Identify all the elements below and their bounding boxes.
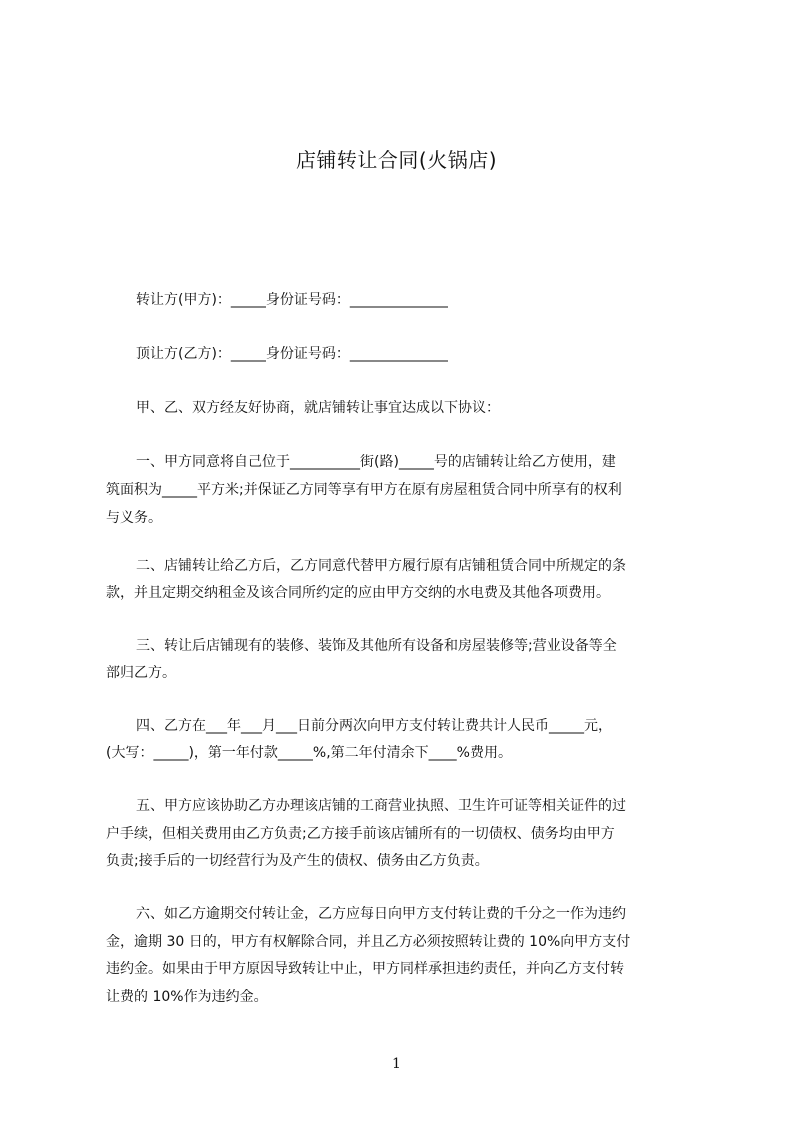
clause-3-line-1: 三、转让后店铺现有的装修、装饰及其他所有设备和房屋装修等;营业设备等全 — [136, 638, 617, 654]
clause-6-line-2: 金，逾期 30 日的，甲方有权解除合同，并且乙方必须按照转让费的 10%向甲方支付 — [106, 934, 631, 950]
clause-3-line-2: 部归乙方。 — [106, 665, 176, 681]
clause-6-line-3: 违约金。如果由于甲方原因导致转让中止，甲方同样承担违约责任，并向乙方支付转 — [106, 961, 624, 977]
intro-paragraph: 甲、乙、双方经友好协商，就店铺转让事宜达成以下协议： — [136, 400, 500, 416]
clause-2-line-2: 款，并且定期交纳租金及该合同所约定的应由甲方交纳的水电费及其他各项费用。 — [106, 585, 610, 601]
clause-5-line-3: 负责;接手后的一切经营行为及产生的债权、债务由乙方负责。 — [106, 853, 489, 869]
clause-1-line-3: 与义务。 — [106, 510, 162, 526]
clause-2-line-1: 二、店铺转让给乙方后，乙方同意代替甲方履行原有店铺租赁合同中所规定的条 — [136, 558, 626, 574]
page-number: 1 — [392, 1056, 401, 1072]
clause-5-line-2: 户手续，但相关费用由乙方负责;乙方接手前该店铺所有的一切债权、债务均由甲方 — [106, 826, 615, 842]
clause-1-line-1: 一、甲方同意将自己位于__________街(路)_____号的店铺转让给乙方使用，建 — [136, 454, 616, 470]
clause-6-line-1: 六、如乙方逾期交付转让金，乙方应每日向甲方支付转让费的千分之一作为违约 — [136, 906, 626, 922]
clause-4-line-1: 四、乙方在___年___月___日前分两次向甲方支付转让费共计人民币_____元， — [136, 718, 612, 734]
transferee-line: 顶让方(乙方)：_____身份证号码：______________ — [136, 346, 448, 362]
transferor-line: 转让方(甲方)：_____身份证号码：______________ — [136, 292, 448, 308]
document-title: 店铺转让合同(火锅店) — [295, 148, 498, 172]
clause-6-line-4: 让费的 10%作为违约金。 — [106, 989, 268, 1005]
clause-4-line-2: (大写：_____)，第一年付款_____%,第二年付清余下____%费用。 — [106, 745, 512, 761]
clause-5-line-1: 五、甲方应该协助乙方办理该店铺的工商营业执照、卫生许可证等相关证件的过 — [136, 798, 626, 814]
clause-1-line-2: 筑面积为_____平方米;并保证乙方同等享有甲方在原有房屋租赁合同中所享有的权利 — [106, 482, 622, 498]
